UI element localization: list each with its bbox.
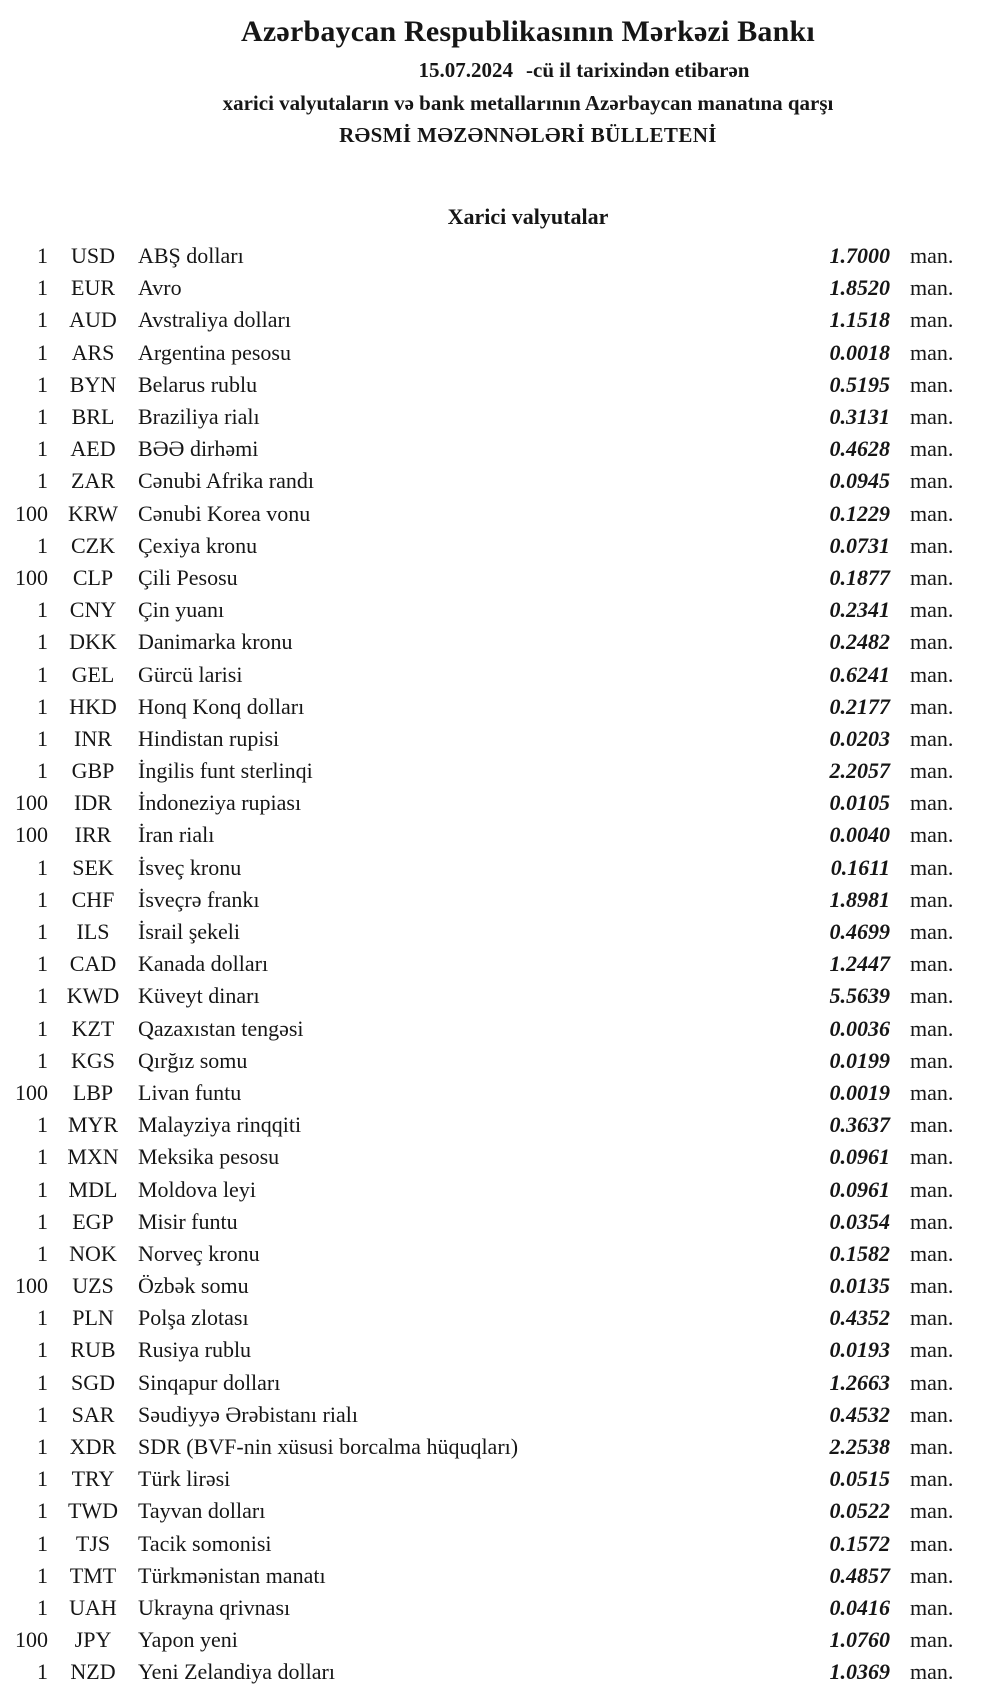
currency-code-cell: CAD [69,951,117,977]
currency-name-cell: Türk lirəsi [138,1466,231,1492]
currency-code-cell: GBP [71,758,115,784]
table-row [0,1173,1000,1205]
quantity-cell: 1 [37,1015,48,1041]
unit-label-cell: man. [910,1240,954,1266]
currency-code-cell: MDL [68,1176,118,1202]
effective-date-line [0,57,1000,83]
currency-code-cell: AED [70,436,116,462]
currency-name-cell: Çili Pesosu [138,564,238,590]
currency-name-cell: Hindistan rupisi [138,725,280,751]
rate-value-cell: 0.1572 [829,1530,890,1556]
currency-code-cell: EGP [72,1208,114,1234]
currency-name-cell: Qırğız somu [138,1047,248,1073]
unit-label-cell: man. [910,758,954,784]
currency-code-cell: DKK [69,629,117,655]
currency-name-cell: Küveyt dinarı [138,983,260,1009]
currency-name-cell: Avstraliya dolları [138,307,291,333]
currency-name-cell: Moldova leyi [138,1176,256,1202]
currency-name-cell: Qazaxıstan tengəsi [138,1015,304,1041]
unit-label-cell: man. [910,886,954,912]
quantity-cell: 1 [37,404,48,430]
quantity-cell: 1 [37,1240,48,1266]
table-row [0,304,1000,336]
currency-name-cell: Malayziya rinqqiti [138,1112,302,1138]
table-row [0,369,1000,401]
currency-name-cell: Sinqapur dolları [138,1369,281,1395]
unit-label-cell: man. [910,1079,954,1105]
rate-value-cell: 0.3637 [829,1112,890,1138]
currency-code-cell: CHF [71,886,115,912]
unit-label-cell: man. [910,725,954,751]
rate-value-cell: 0.4352 [829,1305,890,1331]
table-row [0,723,1000,755]
currency-code-cell: UZS [72,1273,114,1299]
currency-code-cell: KZT [71,1015,115,1041]
unit-label-cell: man. [910,436,954,462]
rate-value-cell: 0.1229 [829,500,890,526]
quantity-cell: 1 [37,725,48,751]
table-row [0,1334,1000,1366]
currency-code-cell: IDR [74,790,112,816]
quantity-cell: 1 [37,1176,48,1202]
table-row [0,433,1000,465]
currency-code-cell: KGS [70,1047,115,1073]
currency-code-cell: PLN [72,1305,114,1331]
table-row [0,1141,1000,1173]
rate-value-cell: 1.1518 [829,307,890,333]
unit-label-cell: man. [910,275,954,301]
rate-value-cell: 0.4857 [829,1562,890,1588]
currency-name-cell: Cənubi Korea vonu [138,500,311,526]
unit-label-cell: man. [910,661,954,687]
unit-label-cell: man. [910,1659,954,1685]
rate-value-cell: 0.0961 [829,1144,890,1170]
currency-code-cell: NOK [69,1240,117,1266]
unit-label-cell: man. [910,1144,954,1170]
unit-label-cell: man. [910,1562,954,1588]
quantity-cell: 1 [37,307,48,333]
unit-label-cell: man. [910,1498,954,1524]
unit-label-cell: man. [910,339,954,365]
currency-name-cell: İsveç kronu [138,854,242,880]
quantity-cell: 1 [37,1047,48,1073]
rate-value-cell: 1.0369 [829,1659,890,1685]
currency-name-cell: Kanada dolları [138,951,269,977]
currency-code-cell: EUR [71,275,115,301]
table-row [0,1399,1000,1431]
currency-name-cell: Gürcü larisi [138,661,243,687]
quantity-cell: 1 [37,597,48,623]
currency-code-cell: NZD [70,1659,116,1685]
quantity-cell: 1 [37,1112,48,1138]
table-row [0,1109,1000,1141]
rate-value-cell: 0.0945 [829,468,890,494]
table-row [0,658,1000,690]
effective-date-suffix: -cü il tarixindən etibarən [526,58,750,82]
table-row [0,465,1000,497]
rate-value-cell: 1.8981 [829,886,890,912]
unit-label-cell: man. [910,243,954,269]
currency-code-cell: KRW [67,500,119,526]
rate-value-cell: 0.0199 [829,1047,890,1073]
unit-label-cell: man. [910,822,954,848]
table-row [0,1463,1000,1495]
unit-label-cell: man. [910,307,954,333]
rate-value-cell: 2.2057 [829,758,890,784]
rate-value-cell: 0.2482 [829,629,890,655]
quantity-cell: 1 [37,629,48,655]
rate-value-cell: 0.0731 [829,532,890,558]
currency-code-cell: XDR [69,1434,117,1460]
quantity-cell: 1 [37,1369,48,1395]
quantity-cell: 1 [37,1144,48,1170]
section-title-foreign-currencies: Xarici valyutalar [447,204,609,229]
unit-label-cell: man. [910,1273,954,1299]
table-row [0,852,1000,884]
quantity-cell: 1 [37,951,48,977]
rate-value-cell: 0.0354 [829,1208,890,1234]
unit-label-cell: man. [910,1015,954,1041]
currency-code-cell: SAR [71,1401,115,1427]
rate-value-cell: 2.2538 [829,1434,890,1460]
quantity-cell: 1 [37,243,48,269]
rate-value-cell: 0.5195 [829,371,890,397]
rate-value-cell: 0.2177 [829,693,890,719]
quantity-cell: 100 [15,1627,48,1653]
currency-name-cell: Tayvan dolları [138,1498,266,1524]
unit-label-cell: man. [910,1627,954,1653]
currency-code-cell: UAH [69,1594,117,1620]
table-row [0,498,1000,530]
rate-value-cell: 1.7000 [829,243,890,269]
currency-name-cell: İran rialı [138,822,215,848]
table-row [0,530,1000,562]
rate-value-cell: 1.0760 [829,1627,890,1653]
unit-label-cell: man. [910,1466,954,1492]
currency-name-cell: ABŞ dolları [138,243,244,269]
unit-label-cell: man. [910,1530,954,1556]
table-row [0,594,1000,626]
unit-label-cell: man. [910,951,954,977]
bank-title: Azərbaycan Respublikasının Mərkəzi Bankı [241,15,815,48]
quantity-cell: 1 [37,854,48,880]
rate-value-cell: 0.0019 [829,1079,890,1105]
table-row [0,980,1000,1012]
currency-name-cell: İngilis funt sterlinqi [138,758,313,784]
table-row [0,916,1000,948]
currency-name-cell: Danimarka kronu [138,629,293,655]
unit-label-cell: man. [910,1401,954,1427]
table-row [0,755,1000,787]
rate-value-cell: 0.0416 [829,1594,890,1620]
quantity-cell: 1 [37,886,48,912]
currency-code-cell: USD [70,243,115,269]
rate-value-cell: 0.0040 [829,822,890,848]
currency-name-cell: BƏƏ dirhəmi [138,436,259,462]
quantity-cell: 100 [15,564,48,590]
table-row [0,1495,1000,1527]
quantity-cell: 1 [37,1466,48,1492]
rate-value-cell: 0.0105 [829,790,890,816]
rate-value-cell: 0.0203 [829,725,890,751]
table-row [0,240,1000,272]
currency-code-cell: TRY [71,1466,115,1492]
unit-label-cell: man. [910,1337,954,1363]
table-row [0,1302,1000,1334]
currency-name-cell: Cənubi Afrika randı [138,468,314,494]
unit-label-cell: man. [910,629,954,655]
currency-name-cell: SDR (BVF-nin xüsusi borcalma hüquqları) [138,1434,519,1460]
quantity-cell: 1 [37,436,48,462]
quantity-cell: 1 [37,1401,48,1427]
currency-code-cell: BRL [71,404,115,430]
currency-name-cell: Çin yuanı [138,597,225,623]
currency-code-cell: GEL [71,661,115,687]
currency-code-cell: TMT [69,1562,117,1588]
table-row [0,401,1000,433]
table-row [0,1592,1000,1624]
quantity-cell: 1 [37,1530,48,1556]
quantity-cell: 100 [15,822,48,848]
table-row [0,272,1000,304]
currency-name-cell: Çexiya kronu [138,532,258,558]
quantity-cell: 1 [37,371,48,397]
table-row [0,948,1000,980]
rates-table [0,240,1000,1688]
rate-value-cell: 0.4699 [829,919,890,945]
unit-label-cell: man. [910,404,954,430]
quantity-cell: 1 [37,275,48,301]
currency-code-cell: KWD [66,983,120,1009]
quantity-cell: 1 [37,983,48,1009]
currency-name-cell: Yeni Zelandiya dolları [138,1659,335,1685]
currency-code-cell: ARS [71,339,115,365]
currency-name-cell: Honq Konq dolları [138,693,305,719]
bulletin-subtitle: xarici valyutaların və bank metallarının Azərbaycan manatına qarşı [222,91,834,115]
unit-label-cell: man. [910,1208,954,1234]
rate-value-cell: 1.8520 [829,275,890,301]
quantity-cell: 1 [37,1208,48,1234]
currency-code-cell: IRR [74,822,112,848]
unit-label-cell: man. [910,693,954,719]
currency-name-cell: İndoneziya rupiası [138,790,302,816]
quantity-cell: 1 [37,661,48,687]
currency-code-cell: ZAR [71,468,115,494]
table-row [0,1624,1000,1656]
quantity-cell: 1 [37,1562,48,1588]
currency-code-cell: BYN [69,371,117,397]
currency-code-cell: TJS [75,1530,111,1556]
currency-code-cell: MXN [67,1144,119,1170]
quantity-cell: 1 [37,339,48,365]
quantity-cell: 1 [37,693,48,719]
currency-name-cell: İsveçrə frankı [138,886,260,912]
quantity-cell: 1 [37,1305,48,1331]
currency-name-cell: Braziliya rialı [138,404,260,430]
quantity-cell: 100 [15,500,48,526]
effective-date: 15.07.2024 [418,58,514,82]
currency-name-cell: Polşa zlotası [138,1305,249,1331]
table-row [0,1431,1000,1463]
rate-value-cell: 5.5639 [829,983,890,1009]
rate-value-cell: 0.0135 [829,1273,890,1299]
currency-name-cell: Yapon yeni [138,1627,238,1653]
table-row [0,562,1000,594]
quantity-cell: 1 [37,532,48,558]
unit-label-cell: man. [910,371,954,397]
rate-value-cell: 1.2447 [829,951,890,977]
unit-label-cell: man. [910,468,954,494]
unit-label-cell: man. [910,1369,954,1395]
currency-name-cell: Argentina pesosu [138,339,291,365]
currency-name-cell: Türkmənistan manatı [138,1562,326,1588]
quantity-cell: 1 [37,468,48,494]
bulletin-title: RƏSMİ MƏZƏNNƏLƏRİ BÜLLETENİ [339,123,717,147]
rate-value-cell: 0.0193 [829,1337,890,1363]
quantity-cell: 1 [37,1498,48,1524]
rate-value-cell: 0.1877 [829,564,890,590]
currency-name-cell: Avro [138,275,182,301]
quantity-cell: 1 [37,1594,48,1620]
rate-value-cell: 0.0522 [829,1498,890,1524]
currency-name-cell: Meksika pesosu [138,1144,280,1170]
table-row [0,1656,1000,1688]
currency-code-cell: INR [74,725,112,751]
table-row [0,884,1000,916]
table-row [0,337,1000,369]
table-row [0,1206,1000,1238]
currency-name-cell: İsrail şekeli [138,919,241,945]
currency-code-cell: CZK [71,532,115,558]
unit-label-cell: man. [910,790,954,816]
table-row [0,691,1000,723]
currency-code-cell: CNY [69,597,117,623]
currency-code-cell: LBP [72,1079,114,1105]
currency-code-cell: HKD [69,693,117,719]
unit-label-cell: man. [910,1112,954,1138]
rate-value-cell: 0.4532 [829,1401,890,1427]
currency-name-cell: Rusiya rublu [138,1337,252,1363]
unit-label-cell: man. [910,1305,954,1331]
unit-label-cell: man. [910,919,954,945]
unit-label-cell: man. [910,983,954,1009]
quantity-cell: 1 [37,1337,48,1363]
quantity-cell: 1 [37,758,48,784]
table-row [0,787,1000,819]
unit-label-cell: man. [910,597,954,623]
rate-value-cell: 0.0018 [829,339,890,365]
bulletin-page [0,14,1000,1705]
currency-name-cell: Tacik somonisi [138,1530,272,1556]
table-row [0,1528,1000,1560]
unit-label-cell: man. [910,1047,954,1073]
rate-value-cell: 0.1611 [830,854,890,880]
table-row [0,819,1000,851]
table-row [0,1013,1000,1045]
currency-name-cell: Özbək somu [138,1273,249,1299]
unit-label-cell: man. [910,500,954,526]
currency-code-cell: JPY [74,1627,112,1653]
rate-value-cell: 0.4628 [829,436,890,462]
table-row [0,1560,1000,1592]
rate-value-cell: 0.0515 [829,1466,890,1492]
rate-value-cell: 0.2341 [829,597,890,623]
rate-value-cell: 0.0961 [829,1176,890,1202]
table-row [0,1045,1000,1077]
table-row [0,1270,1000,1302]
table-row [0,626,1000,658]
currency-code-cell: TWD [67,1498,119,1524]
table-row [0,1238,1000,1270]
unit-label-cell: man. [910,1434,954,1460]
rate-value-cell: 0.3131 [829,404,890,430]
unit-label-cell: man. [910,1176,954,1202]
unit-label-cell: man. [910,1594,954,1620]
quantity-cell: 100 [15,1079,48,1105]
currency-name-cell: Ukrayna qrivnası [138,1594,291,1620]
currency-name-cell: Səudiyyə Ərəbistanı rialı [138,1401,358,1427]
table-row [0,1367,1000,1399]
rate-value-cell: 0.1582 [829,1240,890,1266]
quantity-cell: 100 [15,1273,48,1299]
currency-code-cell: ILS [76,919,110,945]
quantity-cell: 1 [37,1434,48,1460]
currency-name-cell: Misir funtu [138,1208,238,1234]
rate-value-cell: 0.6241 [829,661,890,687]
currency-code-cell: AUD [69,307,117,333]
rate-value-cell: 0.0036 [829,1015,890,1041]
currency-code-cell: CLP [72,564,114,590]
currency-name-cell: Belarus rublu [138,371,258,397]
currency-code-cell: SEK [72,854,114,880]
currency-code-cell: MYR [67,1112,119,1138]
quantity-cell: 100 [15,790,48,816]
currency-name-cell: Livan funtu [138,1079,242,1105]
unit-label-cell: man. [910,564,954,590]
rate-value-cell: 1.2663 [829,1369,890,1395]
currency-name-cell: Norveç kronu [138,1240,260,1266]
table-row [0,1077,1000,1109]
unit-label-cell: man. [910,854,954,880]
currency-code-cell: RUB [70,1337,116,1363]
currency-code-cell: SGD [70,1369,115,1395]
quantity-cell: 1 [37,1659,48,1685]
quantity-cell: 1 [37,919,48,945]
unit-label-cell: man. [910,532,954,558]
